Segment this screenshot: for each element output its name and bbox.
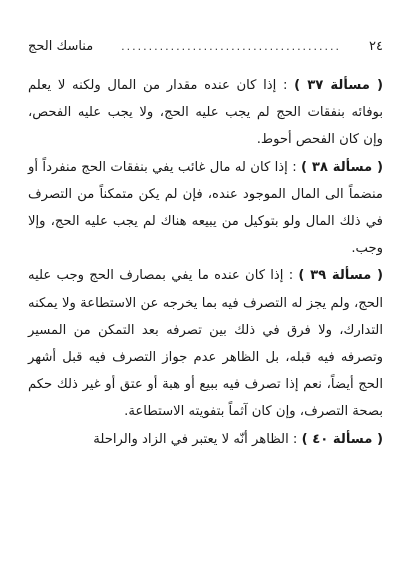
paragraph-text: : الظاهر أنّه لا يعتبر في الزاد والراحلة — [93, 431, 302, 447]
document-page — [28, 36, 383, 546]
masala-label: ( مسألة ٣٨ ) — [301, 159, 384, 175]
header-title: مناسك الحج — [28, 39, 94, 54]
paragraph-masala-37 — [28, 72, 383, 154]
leader-dots: ........................................ — [121, 40, 342, 53]
paragraph-text: : إذا كان عنده ما يفي بمصارف الحج وجب عليه الحج، ولم يجز له التصرف فيه بما يخرجه عن الاستطاعة ولا يمكنه التدارك، ولا فرق في ذلك بين تصرفه بعد التمكن من المسير وتصرفه فيه قبله، بل الظاهر عدم جواز التصرف فيه قبل أشهر الحج أيضاً، نعم إذا تصرف فيه ببيع أو هبة أو عتق أو غير ذلك حكم بصحة التصرف، وإن كان آثماً بتفويته الاستطاعة. — [28, 268, 383, 420]
paragraph-masala-38 — [28, 154, 383, 263]
body-text — [28, 72, 383, 453]
paragraph-masala-39 — [28, 262, 383, 425]
running-header — [28, 36, 383, 58]
masala-label: ( مسألة ٤٠ ) — [301, 431, 383, 447]
masala-label: ( مسألة ٣٧ ) — [294, 78, 383, 93]
paragraph-masala-40 — [28, 426, 383, 453]
paragraph-text: : إذا كان له مال غائب يفي بنفقات الحج منفرداً أو منضماً الى المال الموجود عنده، فإن لم يكن متمكناً من التصرف في ذلك المال ولو بتوكيل من يبيعه هناك لم يجب عليه الحج، وإلا وجب. — [28, 159, 383, 257]
masala-label: ( مسألة ٣٩ ) — [298, 268, 383, 284]
page-number: ٢٤ — [369, 39, 383, 54]
paragraph-text: : إذا كان عنده مقدار من المال ولكنه لا يعلم بوفائه بنفقات الحج لم يجب عليه الحج، ولا يجب عليه الفحص، وإن كان الفحص أحوط. — [28, 78, 383, 148]
